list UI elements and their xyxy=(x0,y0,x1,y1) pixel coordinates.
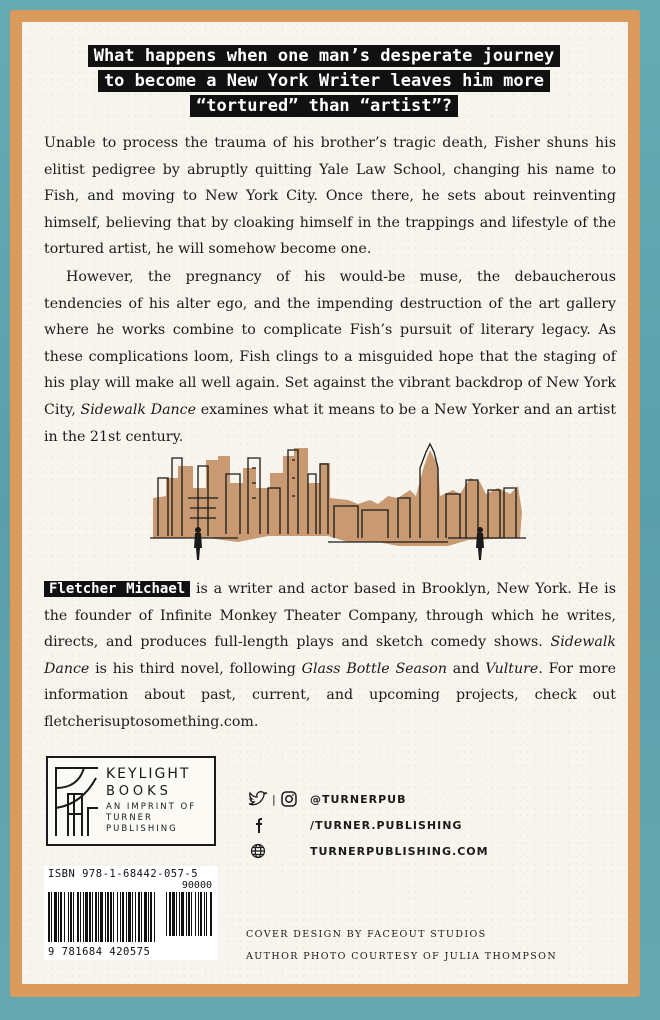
barcode-bar xyxy=(148,892,149,942)
bio-text-2: is his third novel, following xyxy=(95,660,296,677)
barcode-bar xyxy=(138,892,140,942)
price-barcode-bar xyxy=(169,892,171,936)
barcode-bar xyxy=(117,892,118,942)
bio-title-2: Glass Bottle Season xyxy=(301,660,447,677)
barcode-bar xyxy=(105,892,106,942)
book-title: Sidewalk Dance xyxy=(80,401,197,418)
barcode-bar xyxy=(150,892,152,942)
barcode-bar xyxy=(48,892,50,942)
publisher-name: KEYLIGHT xyxy=(106,766,191,782)
barcode-bar xyxy=(73,892,74,942)
twitter-icon xyxy=(248,791,268,807)
barcode-bar xyxy=(132,892,133,942)
price-barcode-bar xyxy=(195,892,196,936)
price-barcode-bar xyxy=(206,892,207,936)
price-barcode-bar xyxy=(179,892,180,936)
synopsis-text: However, the pregnancy of his would-be muse, the debaucherous tendencies of his alter ego, and the impending destruction of the art gallery where he works combine to complicate Fish’s pursuit of literary legacy. As these complications loom, Fish clings to a misguided hope that the staging of his play will make all well again. Set against the vibrant backdrop of New York City, xyxy=(44,268,616,418)
city-skyline-illustration xyxy=(148,438,528,568)
synopsis xyxy=(44,130,616,450)
price-barcode-bar xyxy=(166,892,167,936)
barcode-bar xyxy=(68,892,69,942)
barcode-bar xyxy=(70,892,72,942)
synopsis-paragraph-2 xyxy=(44,264,616,450)
synopsis-text-end: examines what it means to be a New Yorker and an artist in the 21st century. xyxy=(44,401,617,445)
barcode-bar xyxy=(113,892,114,942)
price-barcode-bar xyxy=(198,892,199,936)
social-row-twitter-instagram xyxy=(248,786,508,812)
barcode-bar xyxy=(51,892,52,942)
keylight-logo-icon xyxy=(54,764,100,838)
barcode-bar xyxy=(128,892,131,942)
barcode-bar xyxy=(135,892,136,942)
author-name: Fletcher Michael xyxy=(44,581,190,597)
barcode-bar xyxy=(98,892,99,942)
globe-icon xyxy=(248,843,268,859)
instagram-icon xyxy=(281,791,297,807)
barcode-bar xyxy=(83,892,84,942)
credits xyxy=(246,924,606,968)
publisher-logo xyxy=(46,756,216,846)
author-bio xyxy=(44,576,616,736)
author-bio-paragraph xyxy=(44,576,616,736)
synopsis-paragraph-1: Unable to process the trauma of his brother’s tragic death, Fisher shuns his elitist pedigree by abruptly quitting Yale Law School, changing his name to Fish, and moving to New York City. Once there, he sets about reinventing himself, believing that by cloaking himself in the trappings and lifestyle of the tortured artist, he will somehow become one. xyxy=(44,135,616,258)
social-links xyxy=(248,786,508,864)
price-barcode-bar xyxy=(172,892,175,936)
price-barcode-bar xyxy=(181,892,184,936)
price-barcode-bar xyxy=(191,892,192,936)
price-barcode-bar xyxy=(188,892,190,936)
barcode-bar xyxy=(85,892,88,942)
barcode-bar xyxy=(80,892,81,942)
website-link: TURNERPUBLISHING.COM xyxy=(310,844,489,858)
social-handle: @TURNERPUB xyxy=(310,792,407,806)
headline xyxy=(44,44,604,119)
barcode-bar xyxy=(77,892,79,942)
bio-title-3: Vulture xyxy=(485,660,539,677)
barcode-bar xyxy=(60,892,62,942)
barcode-bar xyxy=(126,892,127,942)
headline-line-2: to become a New York Writer leaves him more xyxy=(98,70,550,92)
price-barcode-bar xyxy=(200,892,202,936)
price-barcode-bar xyxy=(176,892,177,936)
author-photo-credit: AUTHOR PHOTO COURTESY OF JULIA THOMPSON xyxy=(246,951,558,962)
price-barcode-bar xyxy=(204,892,205,936)
barcode-bar xyxy=(107,892,109,942)
headline-line-1: What happens when one man’s desperate journey xyxy=(88,45,561,67)
separator: | xyxy=(272,792,277,806)
facebook-handle: /TURNER.PUBLISHING xyxy=(310,818,463,832)
social-row-website xyxy=(248,838,508,864)
cover-design-credit: COVER DESIGN BY FACEOUT STUDIOS xyxy=(246,929,487,940)
barcode-bar xyxy=(95,892,97,942)
isbn-label: ISBN 978-1-68442-057-5 xyxy=(48,868,199,880)
barcode-bar xyxy=(110,892,112,942)
barcode-bar xyxy=(122,892,124,942)
publisher-books: BOOKS xyxy=(106,784,172,799)
price-barcode-bar xyxy=(210,892,212,936)
barcode-bar xyxy=(120,892,121,942)
barcode-bar xyxy=(154,892,155,942)
bio-text-3: and xyxy=(452,660,480,677)
bio-title-1: Sidewalk Dance xyxy=(44,634,616,677)
isbn-barcode-block xyxy=(44,866,218,960)
social-row-facebook xyxy=(248,812,508,838)
barcode-bar xyxy=(100,892,103,942)
bio-text-1: is a writer and actor based in Brooklyn, New York. He is the founder of Infinite Monkey Theater Company, through which he writes, directs, and produces full-length plays and sketch comedy shows. xyxy=(44,581,617,651)
barcode-bar xyxy=(141,892,142,942)
bio-text-4: . For more information about past, current, and upcoming projects, check out fletcherisuptosomething.com. xyxy=(44,660,617,730)
barcode-bar xyxy=(58,892,59,942)
barcode-bar xyxy=(92,892,93,942)
barcode-bar xyxy=(89,892,91,942)
barcode-bar xyxy=(54,892,57,942)
publisher-imprint: AN IMPRINT OF TURNER PUBLISHING xyxy=(106,802,197,834)
barcode xyxy=(48,892,214,946)
price-code: 90000 xyxy=(181,880,212,891)
price-barcode-bar xyxy=(186,892,187,936)
barcode-digits: 9 781684 420575 xyxy=(48,946,151,958)
headline-line-3: “tortured” than “artist”? xyxy=(190,95,458,117)
facebook-icon xyxy=(248,817,268,833)
barcode-bar xyxy=(64,892,65,942)
barcode-bar xyxy=(144,892,147,942)
